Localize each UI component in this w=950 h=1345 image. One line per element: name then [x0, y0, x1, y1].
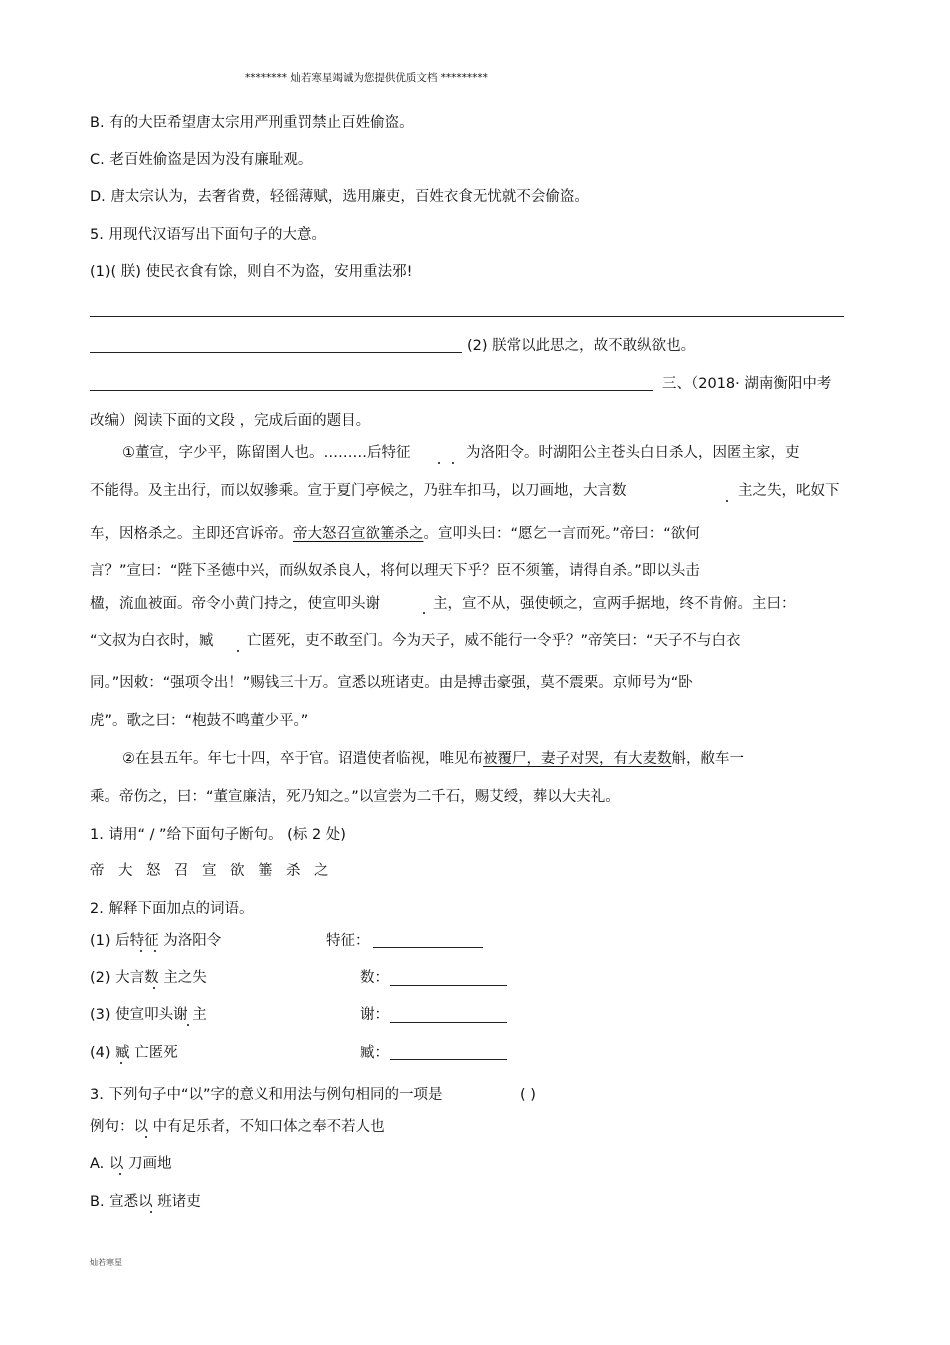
q2-label-2: 数： [360, 970, 389, 986]
page-header: ******** 灿若寒星竭诚为您提供优质文档 ********* [245, 72, 488, 84]
answer-blank[interactable] [390, 1059, 507, 1060]
passage-line: 为洛阳令。时湖阳公主苍头白日杀人，因匿主家，吏 [466, 445, 800, 461]
q2-label-1: 特征： [326, 933, 370, 949]
answer-blank[interactable] [390, 985, 507, 986]
q5-title: 5. 用现代汉语写出下面句子的大意。 [90, 227, 326, 243]
answer-line [90, 390, 653, 391]
emphasis-dot [423, 612, 425, 614]
section3-instruction: 改编）阅读下面的文段 ，完成后面的题目。 [90, 413, 371, 429]
passage-text: 。宣叩头曰：“愿乞一言而死。”帝曰：“欲何 [423, 526, 700, 542]
passage-line: 亡匿死，吏不敢至门。今为天子，威不能行一令乎？”帝笑曰：“天子不与白衣 [247, 633, 741, 649]
q3-title: 3. 下列句子中“以”字的意义和用法与例句相同的一项是 [90, 1087, 443, 1103]
q1-title: 1. 请用“ / ”给下面句子断句。 (标 2 处) [90, 827, 346, 843]
q3-example: 例句：以 中有足乐者，不知口体之奉不若人也 [90, 1119, 385, 1135]
emphasis-dot [154, 950, 156, 952]
passage-line: 主之失，叱奴下 [738, 483, 840, 499]
q2-item-4: (4) 臧 亡匿死 [90, 1045, 178, 1061]
answer-line [90, 316, 844, 317]
emphasis-dot [237, 650, 239, 652]
q4-option-d: D. 唐太宗认为，去奢省费，轻徭薄赋，选用廉吏，百姓衣食无忧就不会偷盗。 [90, 189, 589, 205]
q4-option-b: B. 有的大臣希望唐太宗用严刑重罚禁止百姓偷盗。 [90, 115, 414, 131]
q2-item-3: (3) 使宣叩头谢 主 [90, 1007, 207, 1023]
passage-line [122, 750, 744, 768]
q2-label-3: 谢： [360, 1007, 389, 1023]
passage-line: “文叔为白衣时，臧 [90, 633, 214, 649]
underlined-sentence: 帝大怒召宣欲箠杀之 [293, 526, 424, 542]
q2-label-4: 臧： [360, 1045, 389, 1061]
q3-option-a: A. 以 刀画地 [90, 1156, 172, 1172]
q1-sentence: 帝大怒召宣欲箠杀之 [90, 863, 342, 879]
passage-text: ②在县五年。年七十四，卒于官。诏遣使者临视，唯见布 [122, 751, 483, 767]
q2-title: 2. 解释下面加点的词语。 [90, 901, 254, 917]
emphasis-dot [187, 1024, 189, 1026]
underlined-sentence: 被覆尸，妻子对哭，有大麦数 [483, 751, 672, 767]
q3-answer-paren: ( ) [520, 1087, 536, 1103]
section3-heading: 三、（2018· 湖南衡阳中考 [662, 376, 832, 392]
q4-option-c: C. 老百姓偷盗是因为没有廉耻观。 [90, 152, 313, 168]
passage-text: 车，因格杀之。主即还宫诉帝。 [90, 526, 293, 542]
emphasis-dot [150, 1211, 152, 1213]
q5-sentence-1: (1)( 朕) 使民衣食有馀，则自不为盗，安用重法邪! [90, 264, 413, 280]
passage-line [90, 525, 700, 543]
emphasis-dot [452, 462, 454, 464]
answer-line [90, 352, 462, 353]
q2-item-1: (1) 后特征 为洛阳令 [90, 933, 222, 949]
emphasis-dot [145, 1136, 147, 1138]
emphasis-dot [438, 462, 440, 464]
passage-text: 斛，敝车一 [671, 751, 744, 767]
passage-line: 同。”因敕：“强项令出！”赐钱三十万。宣悉以班诸吏。由是搏击豪强，莫不震栗。京师号为“卧 [90, 675, 693, 691]
answer-blank[interactable] [390, 1022, 507, 1023]
emphasis-dot [140, 950, 142, 952]
passage-line: 主，宣不从，强使顿之，宣两手据地，终不肯俯。主曰： [433, 596, 796, 612]
answer-blank[interactable] [373, 947, 483, 948]
q2-item-2: (2) 大言数 主之失 [90, 970, 207, 986]
emphasis-dot [120, 1062, 122, 1064]
passage-line: 乘。帝伤之，曰：“董宣廉洁，死乃知之。”以宣尝为二千石，赐艾绶，葬以大夫礼。 [90, 789, 620, 805]
passage-line: 言？”宣曰：“陛下圣德中兴，而纵奴杀良人，将何以理天下乎？臣不须箠，请得自杀。”即以头击 [90, 563, 700, 579]
emphasis-dot [119, 1173, 121, 1175]
passage-line: ①董宣，字少平，陈留圉人也。………后特征 [122, 445, 411, 461]
q3-option-b: B. 宣悉以 班诸吏 [90, 1194, 201, 1210]
passage-line: 虎”。歌之曰：“枹鼓不鸣董少平。” [90, 713, 309, 729]
passage-line: 楹，流血被面。帝令小黄门持之，使宣叩头谢 [90, 596, 380, 612]
emphasis-dot [153, 987, 155, 989]
page-footer: 灿若寒星 [90, 1258, 122, 1267]
passage-line: 不能得。及主出行，而以奴骖乘。宣于夏门亭候之，乃驻车扣马，以刀画地，大言数 [90, 483, 627, 499]
q5-sentence-2: (2) 朕常以此思之，故不敢纵欲也。 [467, 338, 696, 354]
emphasis-dot [726, 500, 728, 502]
